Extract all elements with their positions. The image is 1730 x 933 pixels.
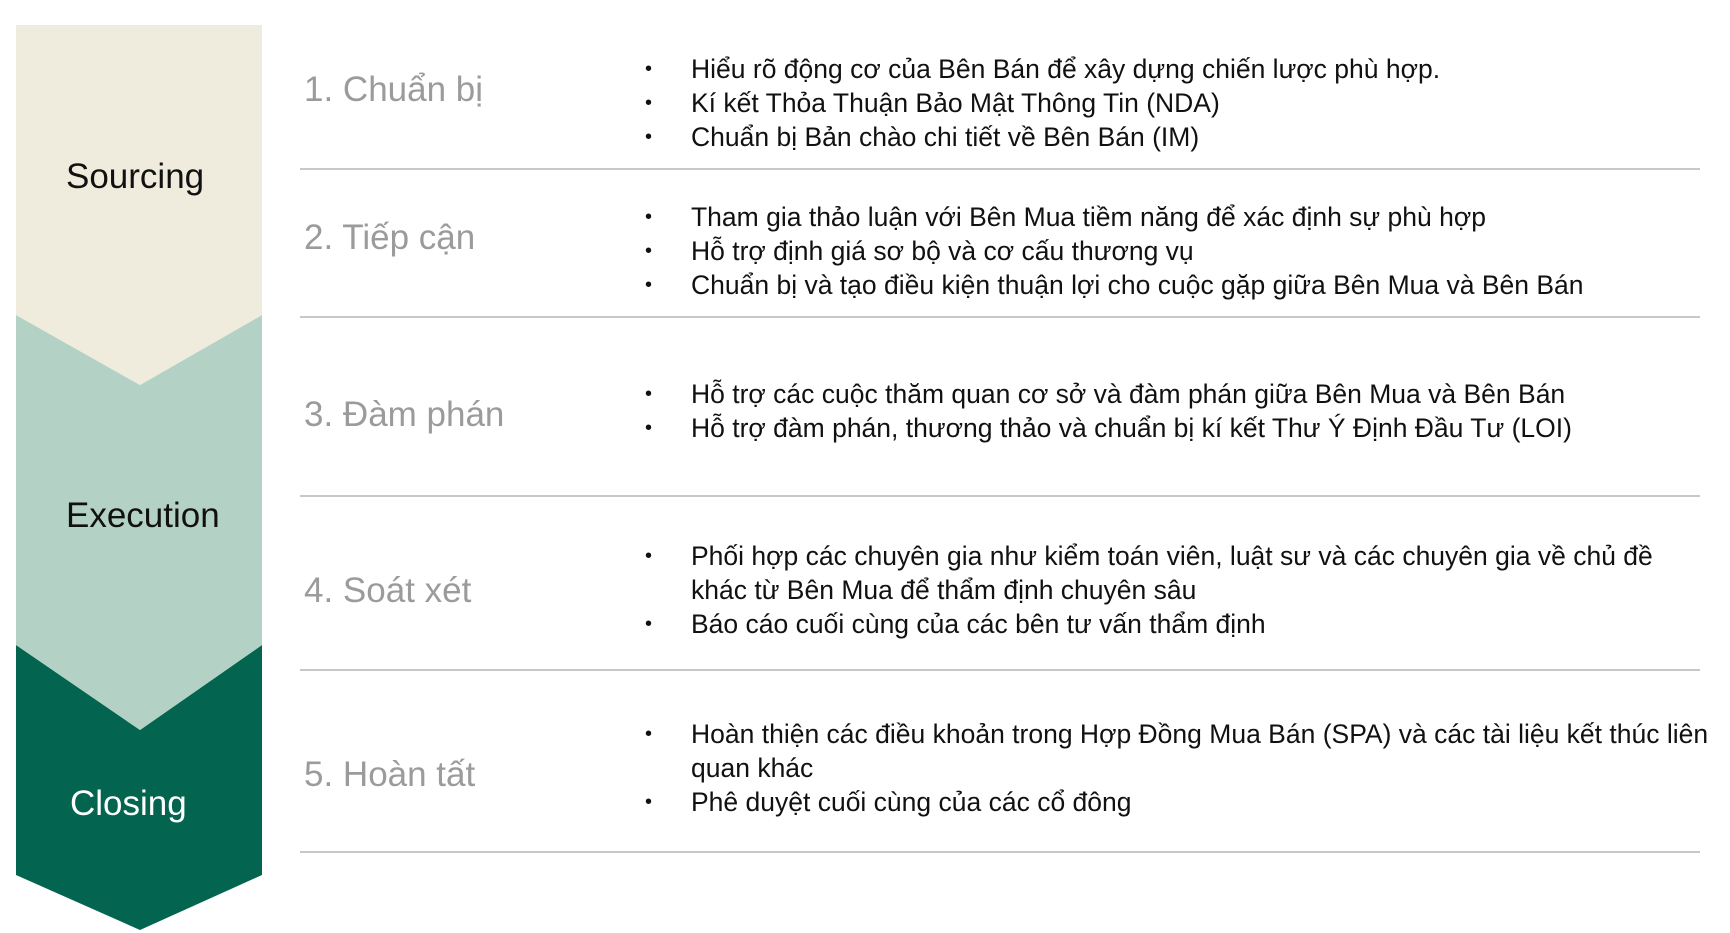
phase-label-closing: Closing [70, 784, 187, 823]
bullet-item: • Hỗ trợ định giá sơ bộ và cơ cấu thương vụ [645, 236, 1194, 266]
bullet-item: • Phối hợp các chuyên gia như kiểm toán viên, luật sư và các chuyên gia về chủ đề khác từ Bên Mua để thẩm định chuyên sâu [645, 541, 1653, 605]
bullet-dot-icon: • [645, 791, 653, 813]
bullet-dot-icon: • [645, 126, 653, 148]
step-bullets-2 [645, 200, 1715, 302]
bullet-dot-icon: • [645, 613, 653, 635]
bullet-dot-icon: • [645, 206, 653, 228]
row-divider [300, 669, 1700, 671]
bullet-dot-icon: • [645, 383, 653, 405]
phase-label-sourcing: Sourcing [66, 157, 205, 196]
bullet-item: • Chuẩn bị Bản chào chi tiết về Bên Bán (IM) [645, 122, 1200, 152]
step-title-3: 3. Đàm phán [304, 395, 505, 434]
step-title-2: 2. Tiếp cận [304, 218, 476, 257]
row-divider [300, 495, 1700, 497]
bullet-dot-icon: • [645, 545, 653, 567]
bullet-item: • Kí kết Thỏa Thuận Bảo Mật Thông Tin (NDA) [645, 88, 1220, 118]
bullet-dot-icon: • [645, 58, 653, 80]
bullet-dot-icon: • [645, 240, 653, 262]
bullet-item: • Báo cáo cuối cùng của các bên tư vấn thẩm định [645, 609, 1266, 639]
step-bullets-5 [645, 717, 1715, 819]
step-title-4: 4. Soát xét [304, 571, 472, 610]
bullet-dot-icon: • [645, 723, 653, 745]
step-bullets-4 [645, 539, 1715, 641]
bullet-item: • Hỗ trợ các cuộc thăm quan cơ sở và đàm phán giữa Bên Mua và Bên Bán [645, 379, 1566, 409]
bullet-item: • Chuẩn bị và tạo điều kiện thuận lợi cho cuộc gặp giữa Bên Mua và Bên Bán [645, 270, 1584, 300]
sourcing-chevron [16, 25, 262, 385]
row-divider [300, 316, 1700, 318]
bullet-item: • Hỗ trợ đàm phán, thương thảo và chuẩn bị kí kết Thư Ý Định Đầu Tư (LOI) [645, 413, 1572, 443]
bullet-item: • Hoàn thiện các điều khoản trong Hợp Đồng Mua Bán (SPA) và các tài liệu kết thúc liên quan khác [645, 719, 1709, 783]
bullet-dot-icon: • [645, 92, 653, 114]
step-bullets-1 [645, 52, 1715, 154]
row-divider [300, 851, 1700, 853]
bullet-item: • Tham gia thảo luận với Bên Mua tiềm năng để xác định sự phù hợp [645, 202, 1486, 232]
step-bullets-3 [645, 377, 1715, 445]
row-divider [300, 168, 1700, 170]
bullet-dot-icon: • [645, 417, 653, 439]
bullet-dot-icon: • [645, 274, 653, 296]
bullet-item: • Phê duyệt cuối cùng của các cổ đông [645, 787, 1132, 817]
step-title-5: 5. Hoàn tất [304, 755, 476, 794]
step-title-1: 1. Chuẩn bị [304, 70, 484, 109]
phase-label-execution: Execution [66, 496, 220, 535]
bullet-item: • Hiểu rõ động cơ của Bên Bán để xây dựng chiến lược phù hợp. [645, 54, 1441, 84]
